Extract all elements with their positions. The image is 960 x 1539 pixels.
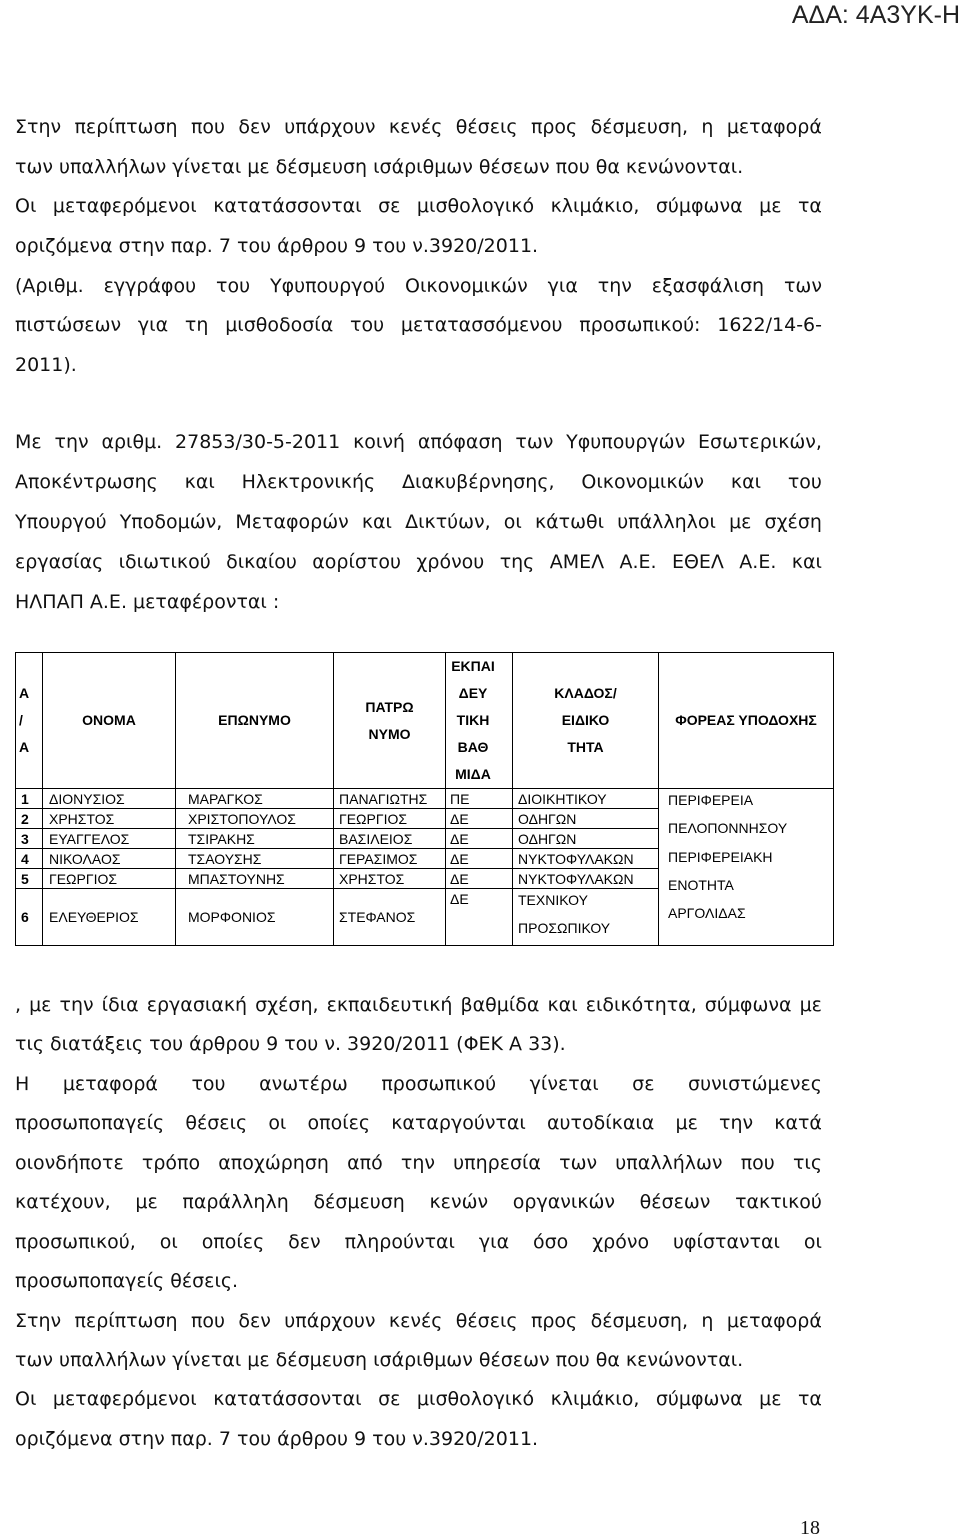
header-line: Α <box>19 739 30 755</box>
word: ΑΜΕΛ <box>549 551 605 573</box>
transfer-table <box>15 652 834 946</box>
word: δικαίου <box>226 551 297 573</box>
word: σύμφωνα <box>704 994 792 1016</box>
word: υπάρχουν <box>284 1309 376 1332</box>
word: εκπαιδευτική <box>326 994 453 1016</box>
paragraph-line <box>15 1183 822 1222</box>
word: σε <box>378 1388 401 1411</box>
word: οι <box>268 1112 287 1135</box>
word: Αποκέντρωσης <box>15 471 158 493</box>
word: κενών <box>429 1191 489 1214</box>
word: οποίες <box>307 1112 371 1135</box>
paragraph-line <box>15 1223 822 1262</box>
paragraph-line <box>15 306 822 346</box>
word: και <box>547 994 578 1016</box>
word: την <box>719 1112 754 1135</box>
header-line: ΕΚΠΑΙ <box>451 658 495 674</box>
word: προσωπικού, <box>15 1230 136 1253</box>
word: συνιστώμενες <box>688 1072 822 1095</box>
word: που <box>190 116 225 138</box>
cell-name: ΕΥΑΓΓΕΛΟΣ <box>43 829 176 849</box>
word: αυτοδίκαια <box>547 1112 655 1135</box>
word: κατέχουν, <box>15 1191 111 1214</box>
word: πιστώσεων <box>15 314 122 337</box>
word: εγγράφου <box>103 274 197 297</box>
word: περίπτωση <box>74 116 178 138</box>
cell-education-level: ΔΕ <box>446 809 513 829</box>
word: βαθμίδα <box>460 994 540 1016</box>
cell-branch: ΝΥΚΤΟΦΥΛΑΚΩΝ <box>513 869 659 889</box>
word: που <box>190 1309 225 1332</box>
paragraph-line: των υπαλλήλων γίνεται με δέσμευση ισάριθμων θέσεων που θα κενώνονται. <box>15 155 744 178</box>
paragraph-line <box>15 462 822 502</box>
word: χρόνο <box>592 1230 650 1253</box>
word: Α.Ε. <box>619 551 657 573</box>
agency-line: ΠΕΡΙΦΕΡΕΙΑ <box>668 792 754 808</box>
cell-branch: ΟΔΗΓΩΝ <box>513 809 659 829</box>
header-line: Α <box>19 685 30 701</box>
cell-education-level: ΔΕ <box>446 849 513 869</box>
paragraph-line <box>15 422 822 462</box>
word: με <box>29 994 52 1016</box>
word: , <box>15 994 22 1016</box>
agency-line: ΕΝΟΤΗΤΑ <box>668 876 734 893</box>
cell-education-level: ΔΕ <box>446 829 513 849</box>
table-row <box>16 789 834 809</box>
word: καταργούνται <box>391 1112 526 1135</box>
word: Οικονομικών <box>405 274 528 297</box>
word: ίδια <box>101 994 139 1016</box>
paragraph-line <box>15 187 822 227</box>
word: απόφαση <box>417 431 503 453</box>
word: σύμφωνα <box>655 1388 743 1411</box>
word: τα <box>797 1388 822 1411</box>
word: υπάρχουν <box>284 116 376 138</box>
word: Υπουργού <box>15 511 107 533</box>
word: εργασίας <box>15 551 104 573</box>
word: Οι <box>15 1388 37 1411</box>
paragraph-line: προσωποπαγείς θέσεις. <box>15 1270 239 1293</box>
cell-branch: ΝΥΚΤΟΦΥΛΑΚΩΝ <box>513 849 659 869</box>
word: θέσεις <box>185 1112 248 1135</box>
paragraph-line <box>15 1302 822 1341</box>
header-line: ΚΛΑΔΟΣ/ <box>554 685 617 701</box>
header-line: ΕΙΔΙΚΟ <box>561 712 610 728</box>
word: Στην <box>15 1309 62 1332</box>
word: κάτωθι <box>534 511 605 533</box>
word: που <box>740 1151 775 1174</box>
word: Ηλεκτρονικής <box>241 471 376 493</box>
cell-aa: 3 <box>16 829 43 849</box>
word: όσο <box>533 1230 569 1253</box>
header-name: ΟΝΟΜΑ <box>43 653 176 789</box>
paragraph-line: ΗΛΠΑΠ Α.Ε. μεταφέρονται : <box>15 591 280 613</box>
word: του <box>216 274 251 297</box>
word: οι <box>159 1230 178 1253</box>
word: σχέση <box>764 511 822 533</box>
word: 1622/14-6- <box>717 314 822 337</box>
word: από <box>347 1151 383 1174</box>
paragraph-block <box>15 422 822 622</box>
word: Υφυπουργών <box>566 431 686 453</box>
cell-surname: ΜΑΡΑΓΚΟΣ <box>176 789 334 809</box>
word: μεταφορά <box>726 1309 822 1332</box>
word: (Αριθμ. <box>15 274 84 297</box>
paragraph-line: των υπαλλήλων γίνεται με δέσμευση ισάριθμων θέσεων που θα κενώνονται. <box>15 1348 744 1371</box>
word: την <box>597 274 632 297</box>
word: με <box>759 1388 782 1411</box>
cell-aa: 1 <box>16 789 43 809</box>
word: μεταφορά <box>726 116 822 138</box>
word: του <box>787 471 822 493</box>
word: Οικονομικών <box>581 471 705 493</box>
paragraph-line <box>15 1065 822 1104</box>
word: εξασφάλιση <box>651 274 765 297</box>
header-line: ΠΑΤΡΩ <box>365 698 414 715</box>
paragraph-block <box>15 986 822 1459</box>
word: κενές <box>388 116 443 138</box>
word: Μεταφορών <box>235 511 349 533</box>
cell-surname: ΜΠΑΣΤΟΥΝΗΣ <box>176 869 334 889</box>
header-line: ΤΙΚΗ <box>456 712 490 728</box>
word: παράλληλη <box>182 1191 289 1214</box>
word: κοινή <box>353 431 405 453</box>
paragraph-line: τις διατάξεις του άρθρου 9 του ν. 3920/2011 (ΦΕΚ Α 33). <box>15 1033 566 1056</box>
word: με <box>675 1112 698 1135</box>
paragraph-line <box>15 108 822 148</box>
word: σύμφωνα <box>655 195 743 218</box>
header-line: ΤΗΤΑ <box>567 739 604 755</box>
cell-name: ΝΙΚΟΛΑΟΣ <box>43 849 176 869</box>
cell-agency <box>659 789 834 946</box>
word: Στην <box>15 116 62 138</box>
word: Δικτύων, <box>405 511 491 533</box>
word: για <box>478 1230 510 1253</box>
ada-code: ΑΔΑ: 4Α3ΥΚ-Η <box>791 1 960 29</box>
word: οιονδήποτε <box>15 1151 124 1174</box>
cell-aa: 5 <box>16 869 43 889</box>
paragraph-line: 2011). <box>15 354 77 377</box>
word: κατά <box>774 1112 822 1135</box>
word: Η <box>15 1072 30 1095</box>
word: δέσμευση, <box>590 116 689 138</box>
word: για <box>137 314 169 337</box>
word: χρόνου <box>416 551 485 573</box>
word: μισθοδοσία <box>225 314 334 337</box>
word: του <box>350 314 385 337</box>
word: Υφυπουργού <box>269 274 386 297</box>
header-line: ΜΙΔΑ <box>455 766 491 782</box>
word: και <box>184 471 215 493</box>
agency-line: ΠΕΛΟΠΟΝΝΗΣΟΥ <box>668 820 788 837</box>
word: Με <box>15 431 42 453</box>
paragraph-line <box>15 542 822 582</box>
cell-father-name: ΒΑΣΙΛΕΙΟΣ <box>334 829 446 849</box>
cell-surname: ΤΣΑΟΥΣΗΣ <box>176 849 334 869</box>
header-line: ΔΕΥ <box>458 685 488 701</box>
word: τα <box>797 195 822 218</box>
word: μετατασσόμενου <box>400 314 563 337</box>
word: εργασιακή <box>146 994 248 1016</box>
word: οι <box>803 1230 822 1253</box>
header-aa <box>16 653 43 789</box>
paragraph-line <box>15 1104 822 1143</box>
word: περίπτωση <box>74 1309 178 1332</box>
page-number: 18 <box>800 1517 820 1539</box>
word: με <box>759 195 782 218</box>
word: οργανικών <box>512 1191 615 1214</box>
word: η <box>701 116 714 138</box>
cell-surname: ΧΡΙΣΤΟΠΟΥΛΟΣ <box>176 809 334 829</box>
word: δέσμευση, <box>590 1309 689 1332</box>
paragraph-line <box>15 502 822 542</box>
word: υπαλλήλων <box>615 1151 723 1174</box>
word: γίνεται <box>529 1072 599 1095</box>
word: και <box>791 551 822 573</box>
word: η <box>701 1309 714 1332</box>
cell-branch <box>513 889 659 946</box>
word: με <box>799 994 822 1016</box>
cell-education-level: ΠΕ <box>446 789 513 809</box>
word: δεν <box>288 1230 321 1253</box>
word: ιδιωτικού <box>118 551 211 573</box>
cell-aa: 4 <box>16 849 43 869</box>
agency-line: ΠΕΡΙΦΕΡΕΙΑΚΗ <box>668 848 773 865</box>
word: και <box>730 471 762 493</box>
word: Οι <box>15 195 37 218</box>
word: κλιμάκιο, <box>550 1388 640 1411</box>
word: υπηρεσία <box>453 1151 541 1174</box>
cell-branch: ΟΔΗΓΩΝ <box>513 829 659 849</box>
word: κενές <box>388 1309 443 1332</box>
agency-text <box>668 789 833 928</box>
word: την <box>54 431 89 453</box>
word: Α.Ε. <box>739 551 777 573</box>
word: 27853/30-5-2011 <box>175 431 341 453</box>
word: των <box>559 1151 598 1174</box>
paragraph-block <box>15 108 822 386</box>
word: σχέση, <box>255 994 319 1016</box>
branch-line: ΤΕΧΝΙΚΟΥ <box>518 892 588 908</box>
word: προς <box>530 116 578 138</box>
header-line: / <box>19 712 23 728</box>
word: οποίες <box>201 1230 265 1253</box>
word: μεταφερόμενοι <box>52 195 197 218</box>
cell-father-name: ΧΡΗΣΤΟΣ <box>334 869 446 889</box>
cell-name: ΕΛΕΥΘΕΡΙΟΣ <box>43 889 176 946</box>
word: αορίστου <box>312 551 402 573</box>
word: δεν <box>238 116 271 138</box>
agency-line: ΑΡΓΟΛΙΔΑΣ <box>668 905 746 921</box>
word: ΕΘΕΛ <box>671 551 724 573</box>
paragraph-line: οριζόμενα στην παρ. 7 του άρθρου 9 του ν.3920/2011. <box>15 1427 539 1450</box>
word: κατατάσσονται <box>213 195 362 218</box>
word: τακτικού <box>735 1191 822 1214</box>
word: μεταφερόμενοι <box>52 1388 197 1411</box>
word: Εσωτερικών, <box>698 431 822 453</box>
cell-aa: 2 <box>16 809 43 829</box>
word: Υποδομών, <box>119 511 223 533</box>
word: δέσμευση <box>313 1191 405 1214</box>
word: την <box>400 1151 435 1174</box>
word: κατατάσσονται <box>213 1388 362 1411</box>
word: για <box>547 274 578 297</box>
word: υφίστανται <box>673 1230 780 1253</box>
cell-father-name: ΣΤΕΦΑΝΟΣ <box>334 889 446 946</box>
cell-father-name: ΠΑΝΑΓΙΩΤΗΣ <box>334 789 446 809</box>
table-header-row <box>16 653 834 789</box>
word: την <box>59 994 94 1016</box>
paragraph-line: οριζόμενα στην παρ. 7 του άρθρου 9 του ν.3920/2011. <box>15 235 539 258</box>
word: της <box>499 551 535 573</box>
word: δεν <box>238 1309 271 1332</box>
cell-education-level: ΔΕ <box>446 869 513 889</box>
cell-surname: ΜΟΡΦΟΝΙΟΣ <box>176 889 334 946</box>
paragraph-line <box>15 1380 822 1419</box>
word: σε <box>632 1072 655 1095</box>
word: των <box>515 431 554 453</box>
cell-father-name: ΓΕΩΡΓΙΟΣ <box>334 809 446 829</box>
word: μισθολογικό <box>416 1388 535 1411</box>
word: προς <box>530 1309 578 1332</box>
word: τις <box>792 1151 822 1174</box>
word: προσωποπαγείς <box>15 1112 165 1135</box>
paragraph-line <box>15 986 822 1025</box>
word: προσωπικού <box>381 1072 497 1095</box>
word: μισθολογικό <box>416 195 535 218</box>
word: κλιμάκιο, <box>550 195 640 218</box>
header-surname: ΕΠΩΝΥΜΟ <box>176 653 334 789</box>
header-branch <box>513 653 659 789</box>
word: αποχώρηση <box>218 1151 329 1174</box>
word: μεταφορά <box>62 1072 158 1095</box>
word: θέσεις <box>455 116 518 138</box>
word: πληρούνται <box>344 1230 455 1253</box>
word: των <box>783 274 822 297</box>
cell-branch: ΔΙΟΙΚΗΤΙΚΟΥ <box>513 789 659 809</box>
word: θέσεων <box>639 1191 711 1214</box>
cell-surname: ΤΣΙΡΑΚΗΣ <box>176 829 334 849</box>
word: και <box>361 511 392 533</box>
word: Διακυβέρνησης, <box>402 471 555 493</box>
cell-name: ΧΡΗΣΤΟΣ <box>43 809 176 829</box>
cell-name: ΔΙΟΝΥΣΙΟΣ <box>43 789 176 809</box>
header-father-name <box>334 653 446 789</box>
branch-line: ΠΡΟΣΩΠΙΚΟΥ <box>518 920 611 936</box>
paragraph-line <box>15 267 822 307</box>
word: θέσεις <box>455 1309 518 1332</box>
word: ειδικότητα, <box>585 994 697 1016</box>
word: του <box>191 1072 226 1095</box>
cell-aa: 6 <box>16 889 43 946</box>
word: σε <box>378 195 401 218</box>
word: τη <box>184 314 209 337</box>
branch-text <box>518 889 658 943</box>
cell-name: ΓΕΩΡΓΙΟΣ <box>43 869 176 889</box>
word: υπάλληλοι <box>617 511 716 533</box>
header-education-level <box>446 653 513 789</box>
word: αριθμ. <box>101 431 163 453</box>
word: ανωτέρω <box>259 1072 348 1095</box>
cell-education-level: ΔΕ <box>446 889 513 946</box>
word: τρόπο <box>141 1151 201 1174</box>
header-line: ΒΑΘ <box>457 739 489 755</box>
paragraph-line <box>15 1144 822 1183</box>
word: προσωπικού: <box>579 314 701 337</box>
word: με <box>729 511 752 533</box>
cell-father-name: ΓΕΡΑΣΙΜΟΣ <box>334 849 446 869</box>
header-agency: ΦΟΡΕΑΣ ΥΠΟΔΟΧΗΣ <box>659 653 834 789</box>
word: οι <box>503 511 522 533</box>
header-line: ΝΥΜΟ <box>368 725 411 742</box>
word: με <box>135 1191 158 1214</box>
